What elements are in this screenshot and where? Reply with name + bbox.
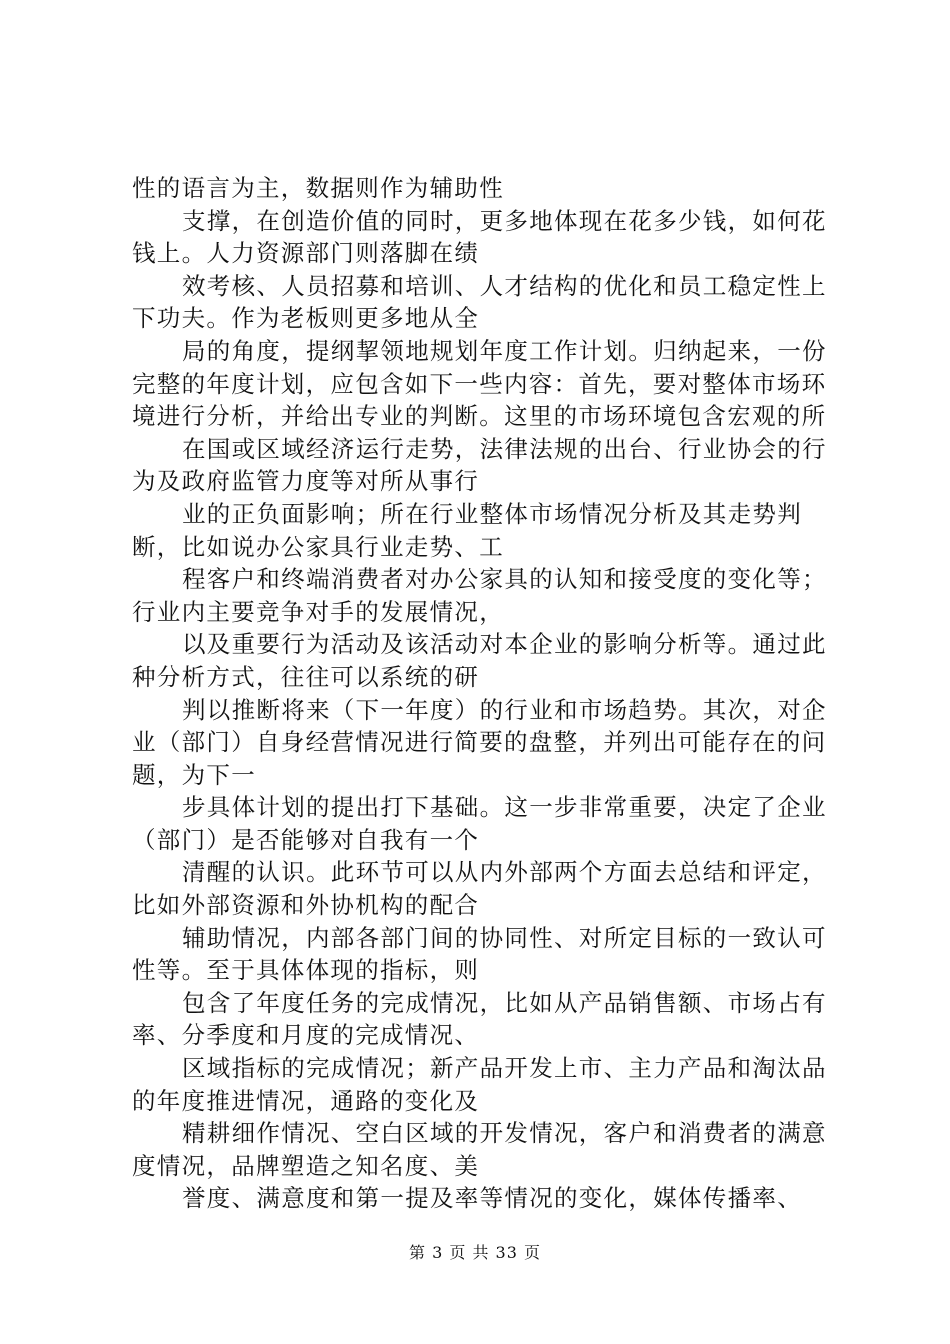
paragraph: 局的角度，提纲挈领地规划年度工作计划。归纳起来，一份完整的年度计划，应包含如下一些内容：首先，要对整体市场环境进行分析，并给出专业的判断。这里的市场环境包含宏观的所 bbox=[132, 336, 827, 431]
paragraph: 业的正负面影响；所在行业整体市场情况分析及其走势判断，比如说办公家具行业走势、工 bbox=[132, 499, 802, 561]
paragraph: 效考核、人员招募和培训、人才结构的优化和员工稳定性上下功夫。作为老板则更多地从全 bbox=[132, 271, 827, 333]
paragraph: 支撑，在创造价值的同时，更多地体现在花多少钱，如何花钱上。人力资源部门则落脚在绩 bbox=[132, 206, 827, 268]
paragraph: 判以推断将来（下一年度）的行业和市场趋势。其次，对企业（部门）自身经营情况进行简要的盘整，并列出可能存在的问题，为下一 bbox=[132, 695, 827, 789]
paragraph: 包含了年度任务的完成情况，比如从产品销售额、市场占有率、分季度和月度的完成情况、 bbox=[132, 988, 827, 1050]
body-text bbox=[132, 172, 832, 1215]
paragraph: 辅助情况，内部各部门间的协同性、对所定目标的一致认可性等。至于具体体现的指标，则 bbox=[132, 923, 827, 985]
paragraph: 誉度、满意度和第一提及率等情况的变化，媒体传播率、 bbox=[182, 1184, 802, 1213]
paragraph: 程客户和终端消费者对办公家具的认知和接受度的变化等；行业内主要竞争对手的发展情况， bbox=[132, 565, 827, 626]
paragraph: 在国或区域经济运行走势，法律法规的出台、行业协会的行为及政府监管力度等对所从事行 bbox=[132, 434, 827, 496]
paragraph: 区域指标的完成情况；新产品开发上市、主力产品和淘汰品的年度推进情况，通路的变化及 bbox=[132, 1054, 827, 1115]
paragraph: 步具体计划的提出打下基础。这一步非常重要，决定了企业（部门）是否能够对自我有一个 bbox=[132, 793, 827, 854]
paragraph: 性的语言为主，数据则作为辅助性 bbox=[132, 174, 504, 202]
paragraph: 精耕细作情况、空白区域的开发情况，客户和消费者的满意度情况，品牌塑造之知名度、美 bbox=[132, 1119, 827, 1180]
paragraph: 以及重要行为活动及该活动对本企业的影响分析等。通过此种分析方式，往往可以系统的研 bbox=[132, 630, 827, 691]
page-number-footer: 第 3 页 共 33 页 bbox=[409, 1243, 541, 1262]
paragraph: 清醒的认识。此环节可以从内外部两个方面去总结和评定，比如外部资源和外协机构的配合 bbox=[132, 858, 827, 920]
